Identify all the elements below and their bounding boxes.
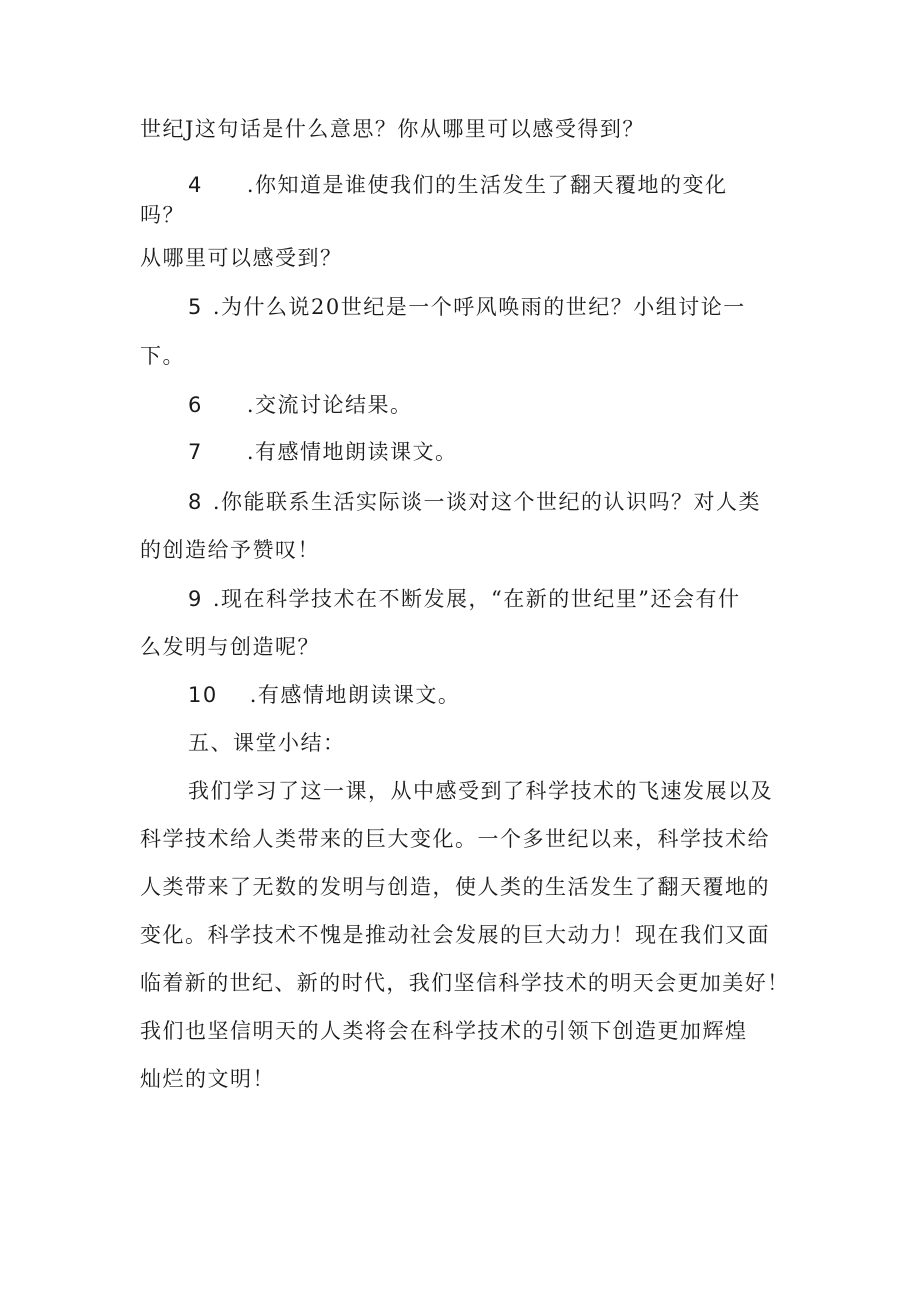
paragraph-line <box>140 1064 275 1094</box>
paragraph-line <box>140 1016 748 1046</box>
numbered-item-10 <box>188 680 460 710</box>
line-text: 从哪里可以感受到？ <box>140 246 343 270</box>
line-text: 我们也坚信明天的人类将会在科学技术的引领下创造更加辉煌 <box>140 1019 748 1043</box>
line-text: 临着新的世纪、新的时代，我们坚信科学技术的明天会更加美好！ <box>140 971 790 995</box>
item-text: .你能联系生活实际谈一谈对这个世纪的认识吗？对人类 <box>212 490 762 514</box>
paragraph-line <box>140 920 770 950</box>
line-text: 人类带来了无数的发明与创造，使人类的生活发生了翻天覆地的 <box>140 875 770 899</box>
line-text: 的创造给予赞叹！ <box>140 538 320 562</box>
paragraph-line <box>140 872 770 902</box>
item-text: .你知道是谁使我们的生活发生了翻天覆地的变化 <box>246 173 728 197</box>
heading-text: 五、课堂小结： <box>188 731 346 755</box>
text-line <box>140 114 645 144</box>
item-number: 4 <box>188 173 203 197</box>
text-line <box>140 200 185 230</box>
text-line <box>140 341 185 371</box>
line-text: 么发明与创造呢？ <box>140 635 320 659</box>
paragraph-line <box>140 968 790 998</box>
text-line <box>140 632 320 662</box>
line-text: 科学技术给人类带来的巨大变化。一个多世纪以来，科学技术给 <box>140 827 770 851</box>
item-number: 5 <box>188 295 203 319</box>
line-text: 灿烂的文明！ <box>140 1067 275 1091</box>
section-heading <box>188 728 346 758</box>
item-number: 8 <box>188 490 203 514</box>
line-text: 下。 <box>140 344 185 368</box>
line-text: 变化。科学技术不愧是推动社会发展的巨大动力！现在我们又面 <box>140 923 770 947</box>
text-line <box>140 243 343 273</box>
item-text: .有感情地朗读课文。 <box>246 440 458 464</box>
item-text: .有感情地朗读课文。 <box>249 683 461 707</box>
numbered-item-6 <box>188 390 413 420</box>
item-number: 10 <box>188 683 218 707</box>
paragraph-line <box>188 776 773 806</box>
numbered-item-7 <box>188 437 458 467</box>
item-text: .交流讨论结果。 <box>246 393 413 417</box>
numbered-item-8 <box>188 487 761 517</box>
line-text: 世纪J这句话是什么意思？你从哪里可以感受得到？ <box>140 117 645 141</box>
item-number: 6 <box>188 393 203 417</box>
item-text: .现在科学技术在不断发展，“在新的世纪里”还会有什 <box>212 587 741 611</box>
numbered-item-9 <box>188 584 741 614</box>
item-text: .为什么说20世纪是一个呼风唤雨的世纪？小组讨论一 <box>212 295 746 319</box>
line-text: 吗？ <box>140 203 185 227</box>
numbered-item-4 <box>188 170 728 200</box>
numbered-item-5 <box>188 292 746 322</box>
line-text: 我们学习了这一课，从中感受到了科学技术的飞速发展以及 <box>188 779 773 803</box>
text-line <box>140 535 320 565</box>
paragraph-line <box>140 824 770 854</box>
item-number: 7 <box>188 440 203 464</box>
item-number: 9 <box>188 587 203 611</box>
